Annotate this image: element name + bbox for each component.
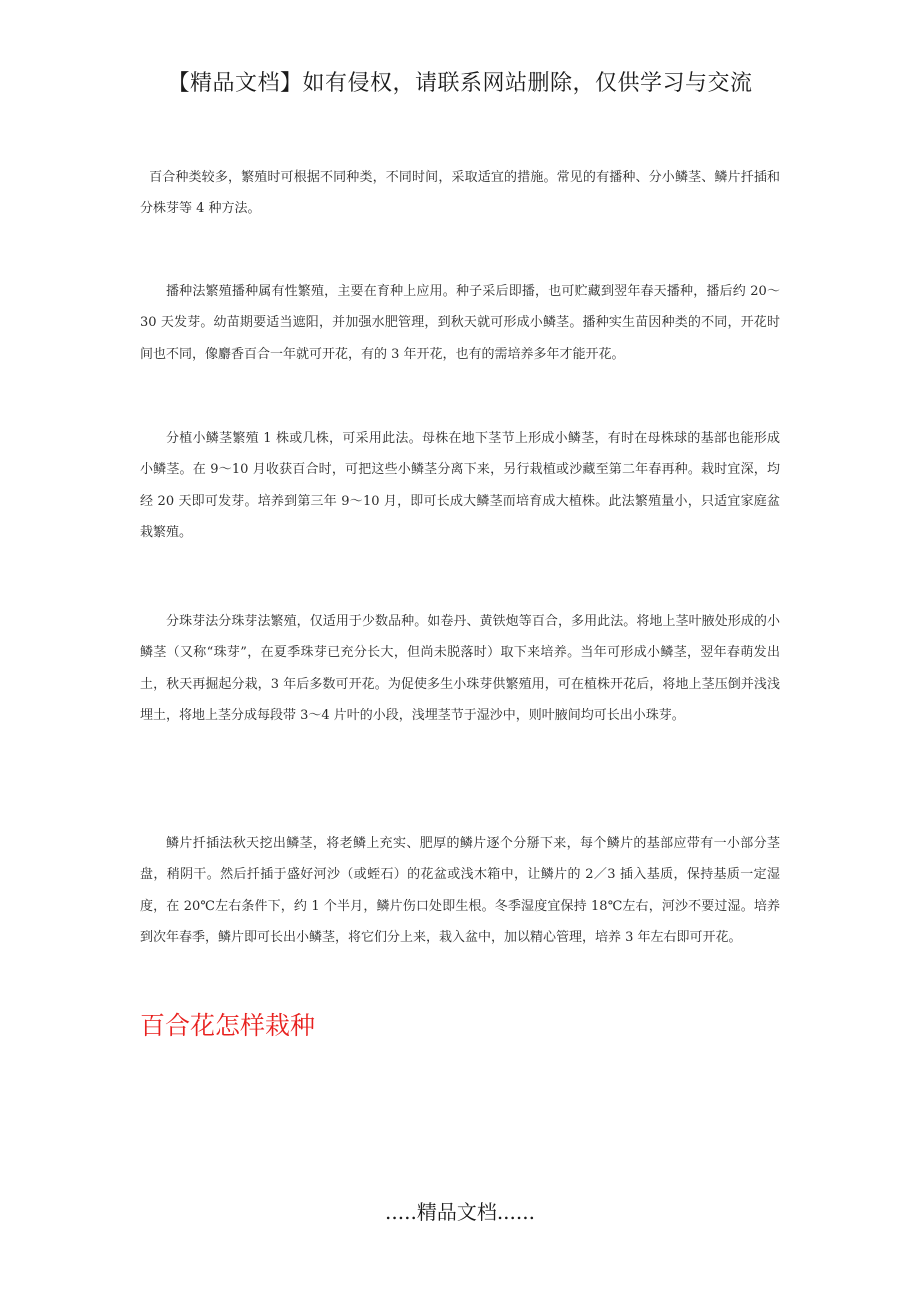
page-footer: .....精品文档...... <box>385 1200 535 1224</box>
paragraph-scale-cutting: 鳞片扦插法秋天挖出鳞茎，将老鳞上充实、肥厚的鳞片逐个分掰下来，每个鳞片的基部应带有一小部分茎盘，稍阴干。然后扦插于盛好河沙（或蛭石）的花盆或浅木箱中，让鳞片的 2／3 插入基质，保持基质一定湿度，在 20℃左右条件下，约 1 个半月，鳞片伤口处即生根。冬季湿度宜保持 18℃左右，河沙不要过湿。培养到次年春季，鳞片即可长出小鳞茎，将它们分上来，栽入盆中，加以精心管理，培养 3 年左右即可开花。 <box>140 836 780 946</box>
red-title-heading: 百合花怎样栽种 <box>140 1011 316 1040</box>
paragraph-intro: 百合种类较多，繁殖时可根据不同种类，不同时间，采取适宜的措施。常见的有播种、分小鳞茎、鳞片扦插和分株芽等 4 种方法。 <box>140 170 780 217</box>
paragraph-bulblet-propagation: 分植小鳞茎繁殖 1 株或几株，可采用此法。母株在地下茎节上形成小鳞茎，有时在母株球的基部也能形成小鳞茎。在 9～10 月收获百合时，可把这些小鳞茎分离下来，另行栽植或沙藏至第二年春再种。栽时宜深，均经 20 天即可发芽。培养到第三年 9～10 月，即可长成大鳞茎而培育成大植株。此法繁殖量小，只适宜家庭盆栽繁殖。 <box>140 431 780 541</box>
page-header: 【精品文档】如有侵权，请联系网站删除，仅供学习与交流 <box>167 71 753 96</box>
paragraph-bulbil-propagation: 分珠芽法分珠芽法繁殖，仅适用于少数品种。如卷丹、黄铁炮等百合，多用此法。将地上茎叶腋处形成的小鳞茎（又称“珠芽”，在夏季珠芽已充分长大，但尚未脱落时）取下来培养。当年可形成小鳞茎，翌年春萌发出土，秋天再掘起分栽，3 年后多数可开花。为促使多生小珠芽供繁殖用，可在植株开花后，将地上茎压倒并浅浅埋土，将地上茎分成每段带 3～4 片叶的小段，浅埋茎节于湿沙中，则叶腋间均可长出小珠芽。 <box>140 614 780 724</box>
paragraph-seed-propagation: 播种法繁殖播种属有性繁殖，主要在育种上应用。种子采后即播，也可贮藏到翌年春天播种，播后约 20～30 天发芽。幼苗期要适当遮阳，并加强水肥管理，到秋天就可形成小鳞茎。播种实生苗因种类的不同，开花时间也不同，像麝香百合一年就可开花，有的 3 年开花，也有的需培养多年才能开花。 <box>140 284 780 362</box>
